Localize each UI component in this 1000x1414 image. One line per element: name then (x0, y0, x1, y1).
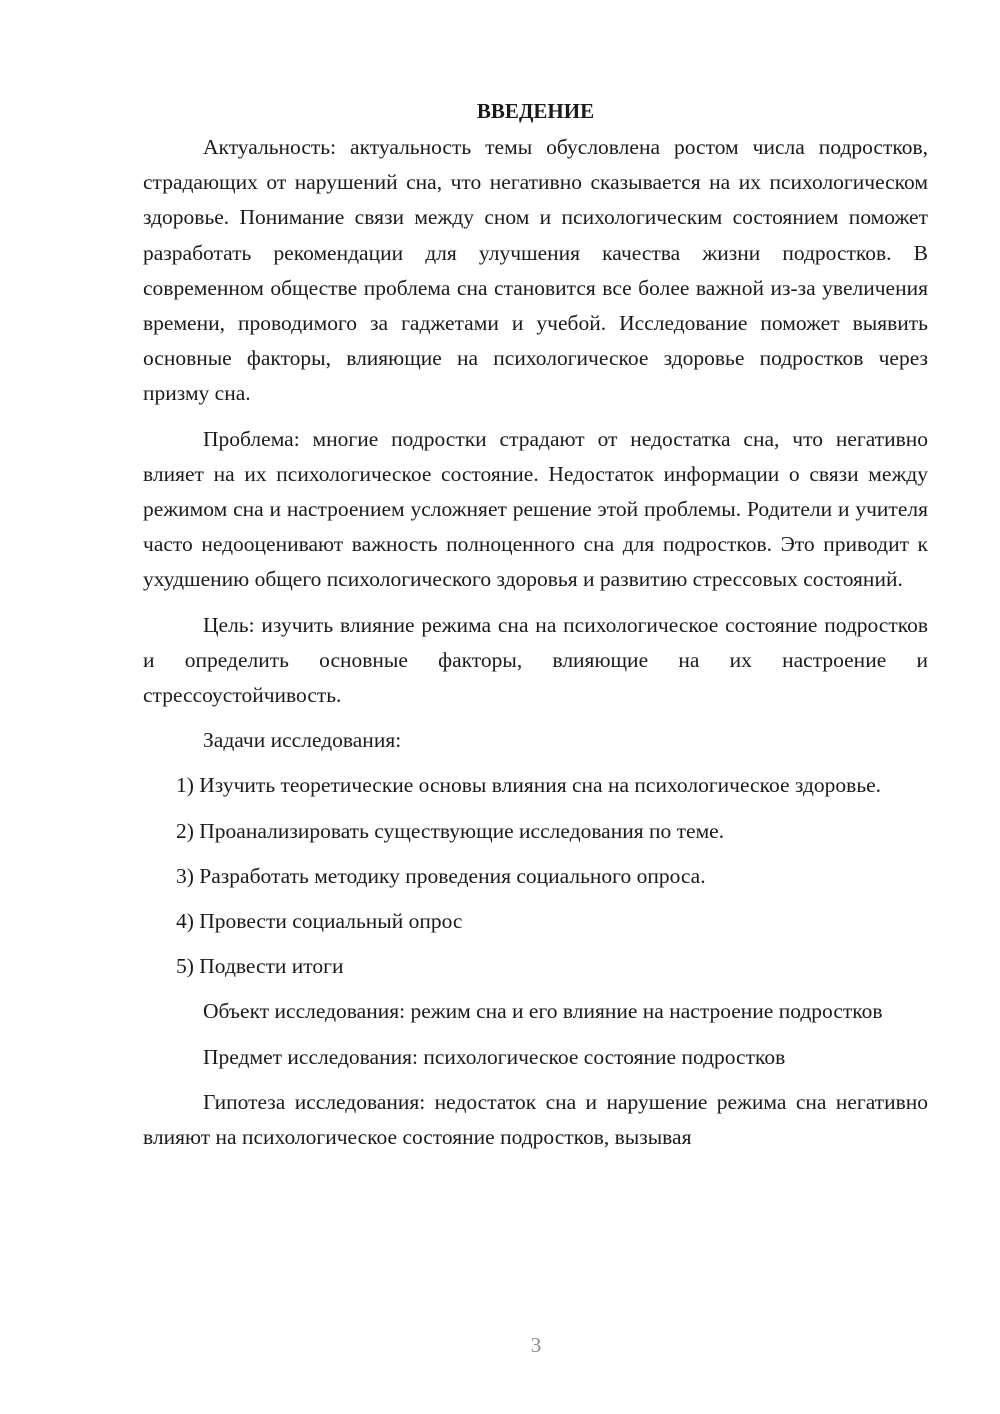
task-item: 3) Разработать методику проведения социального опроса. (176, 863, 706, 888)
task-item: 2) Проанализировать существующие исследования по теме. (176, 818, 725, 843)
problem-paragraph: Проблема: многие подростки страдают от недостатка сна, что негативно влияет на их психологическое состояние. Недостаток информации о связи между режимом сна и настроением усложняет решение этой проблемы. Родители и учителя часто недооценивают важность полноценного сна для подростков. Это приводит к ухудшению общего психологического здоровья и развитию стрессовых состояний. (143, 426, 928, 592)
subject-paragraph: Предмет исследования: психологическое состояние подростков (203, 1044, 786, 1069)
relevance-paragraph: Актуальность: актуальность темы обусловлена ростом числа подростков, страдающих от нарушений сна, что негативно сказывается на их психологическом здоровье. Понимание связи между сном и психологическим состоянием поможет разработать рекомендации для улучшения качества жизни подростков. В современном обществе проблема сна становится все более важной из-за увеличения времени, проводимого за гаджетами и учебой. Исследование поможет выявить основные факторы, влияющие на психологическое здоровье подростков через призму сна. (143, 135, 928, 406)
task-item: 5) Подвести итоги (176, 954, 344, 979)
page-content (143, 96, 928, 1165)
tasks-heading: Задачи исследования: (203, 728, 402, 753)
goal-paragraph: Цель: изучить влияние режима сна на психологическое состояние подростков и определить основные факторы, влияющие на их настроение и стрессоустойчивость. (143, 612, 928, 708)
object-paragraph: Объект исследования: режим сна и его влияние на настроение подростков (203, 999, 883, 1024)
page-number: 3 (530, 1333, 542, 1357)
hypothesis-paragraph: Гипотеза исследования: недостаток сна и нарушение режима сна негативно влияют на психологическое состояние подростков, вызывая (143, 1089, 928, 1150)
task-item: 1) Изучить теоретические основы влияния сна на психологическое здоровье. (176, 773, 882, 798)
task-item: 4) Провести социальный опрос (176, 909, 463, 934)
section-title: ВВЕДЕНИЕ (476, 99, 595, 123)
